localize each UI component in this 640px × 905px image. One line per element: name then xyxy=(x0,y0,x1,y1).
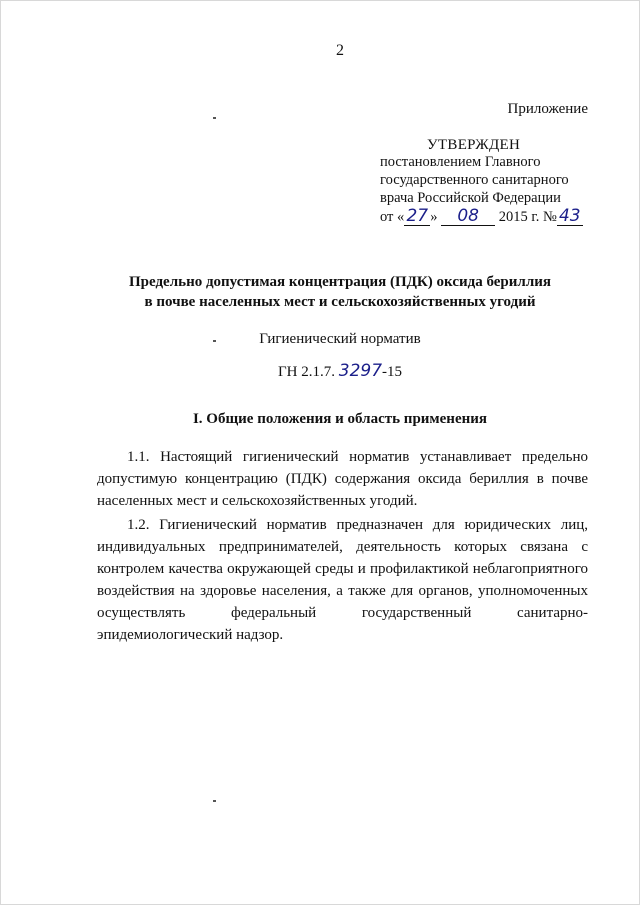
date-year: 2015 г. xyxy=(498,209,540,225)
date-day-close: » xyxy=(430,209,438,225)
approval-line-1: постановлением Главного xyxy=(380,154,541,170)
document-code xyxy=(0,361,640,381)
code-suffix: -15 xyxy=(382,364,403,380)
scan-speck xyxy=(213,340,216,342)
code-number-handwritten: 3297 xyxy=(338,361,383,381)
paragraph-1-2: 1.2. Гигиенический норматив предназначен для юридических лиц, индивидуальных предпринимателей, деятельность которых связана с контролем качества окружающей среды и профилактикой неблагоприятного воздействия на здоровье населения, а также для органов, уполномоченных осуществлять федеральный государственный санитарно-эпидемиологический надзор. xyxy=(97,517,588,643)
date-day-handwritten: 27 xyxy=(404,207,430,226)
document-number-handwritten: 43 xyxy=(557,207,583,226)
paragraph-1-1: 1.1. Настоящий гигиенический норматив устанавливает предельно допустимую концентрацию (ПДК) содержания оксида бериллия в почве населенных мест и сельскохозяйственных угодий. xyxy=(97,449,588,509)
scan-speck xyxy=(213,117,216,119)
title-line-2: в почве населенных мест и сельскохозяйственных угодий xyxy=(144,294,536,310)
page-number: 2 xyxy=(336,42,344,59)
document-title xyxy=(0,272,640,312)
date-prefix: от « xyxy=(380,209,405,225)
approval-date-line xyxy=(380,207,583,226)
document-type: Гигиенический норматив xyxy=(259,331,421,347)
approval-line-2: государственного санитарного xyxy=(380,172,569,188)
title-line-1: Предельно допустимая концентрация (ПДК) оксида бериллия xyxy=(129,274,551,290)
section-heading: I. Общие положения и область применения xyxy=(192,411,488,427)
approval-block xyxy=(380,153,583,226)
date-month-handwritten: 08 xyxy=(441,207,495,226)
number-label: № xyxy=(542,209,557,225)
approval-heading: УТВЕРЖДЕН xyxy=(427,137,521,153)
appendix-label: Приложение xyxy=(507,101,588,117)
code-prefix: ГН 2.1.7. xyxy=(277,364,335,380)
approval-line-3: врача Российской Федерации xyxy=(380,190,561,206)
scan-speck xyxy=(213,800,216,802)
